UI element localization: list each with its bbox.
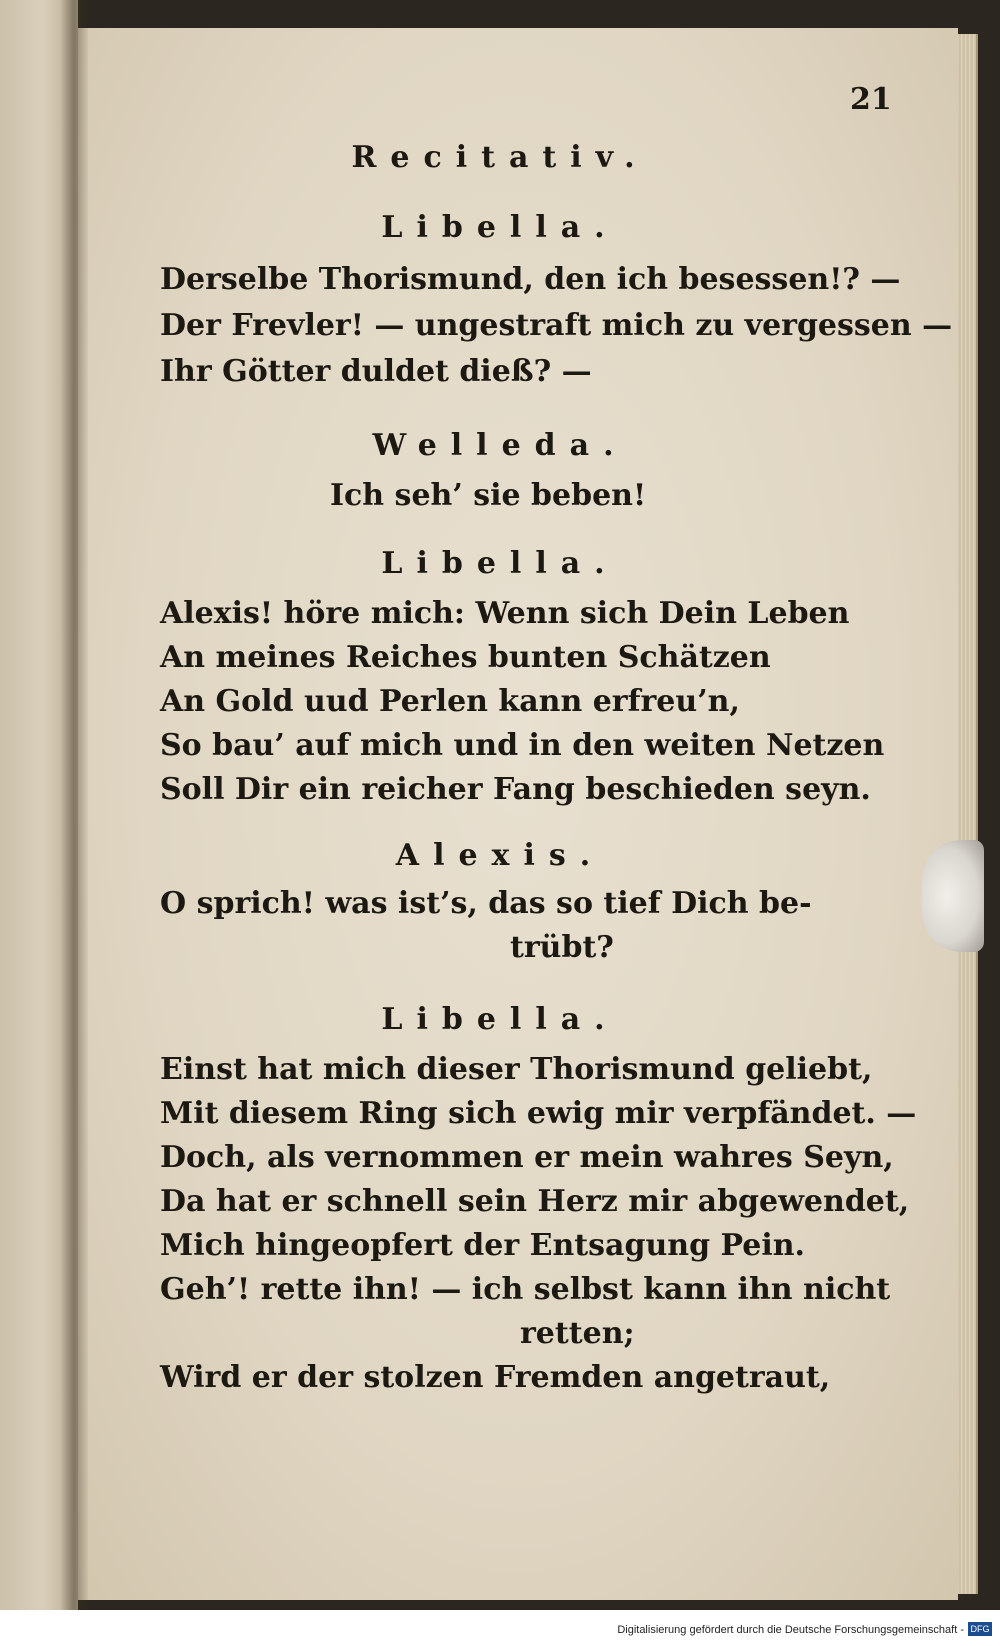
verse-line: O sprich! was ist’s, das so tief Dich be-	[160, 886, 812, 921]
verse-line: Einst hat mich dieser Thorismund geliebt,	[160, 1052, 873, 1087]
verse-line: So bau’ auf mich und in den weiten Netzen	[160, 728, 885, 763]
speaker-heading: Welleda.	[372, 428, 628, 463]
verse-line: Mit diesem Ring sich ewig mir verpfändet. —	[160, 1096, 917, 1131]
verse-line: Geh’! rette ihn! — ich selbst kann ihn nicht	[160, 1272, 891, 1307]
speaker-heading: Libella.	[381, 546, 619, 581]
page-stack-edge	[958, 34, 978, 1594]
verse-line: Doch, als vernommen er mein wahres Seyn,	[160, 1140, 894, 1175]
speaker-heading: Alexis.	[395, 838, 605, 873]
speaker-heading: Libella.	[381, 210, 619, 245]
page-number: 21	[850, 82, 892, 117]
verse-line: An meines Reiches bunten Schätzen	[160, 640, 771, 675]
verse-line: Alexis! höre mich: Wenn sich Dein Leben	[160, 596, 850, 631]
verse-line-continuation: trübt?	[510, 930, 614, 965]
dfg-logo: DFG	[968, 1622, 992, 1636]
verse-line-continuation: retten;	[520, 1316, 635, 1351]
speaker-heading: Libella.	[381, 1002, 619, 1037]
verse-line: Wird er der stolzen Fremden angetraut,	[160, 1360, 831, 1395]
funding-credit: Digitalisierung gefördert durch die Deutsche Forschungsgemeinschaft -	[617, 1624, 964, 1636]
section-title: Recitativ.	[351, 140, 649, 175]
verse-line: Soll Dir ein reicher Fang beschieden seyn.	[160, 772, 871, 807]
verse-line: Mich hingeopfert der Entsagung Pein.	[160, 1228, 805, 1263]
verse-line: Ich seh’ sie beben!	[330, 478, 647, 513]
verse-line: Der Frevler! — ungestraft mich zu vergessen —	[160, 308, 953, 343]
verse-line: An Gold uud Perlen kann erfreu’n,	[160, 684, 740, 719]
verse-line: Da hat er schnell sein Herz mir abgewendet,	[160, 1184, 910, 1219]
verse-line: Derselbe Thorismund, den ich besessen!? —	[160, 262, 901, 297]
verse-line: Ihr Götter duldet dieß? —	[160, 354, 592, 389]
